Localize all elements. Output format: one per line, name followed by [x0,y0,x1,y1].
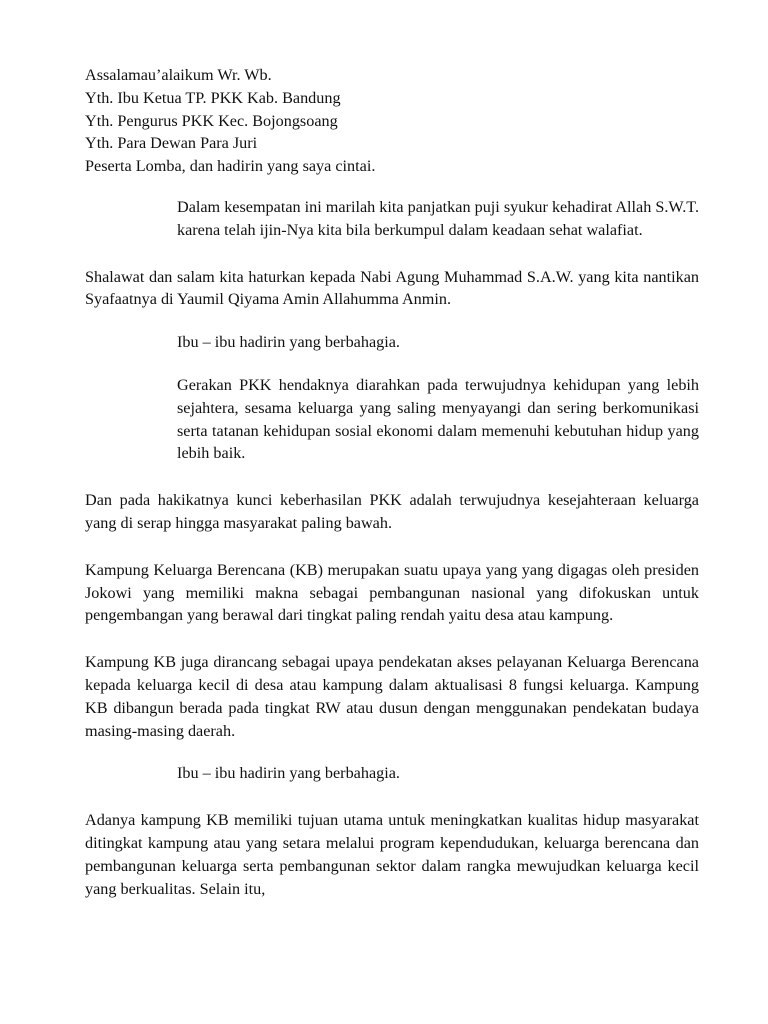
paragraph-kampung-kb-purpose: Adanya kampung KB memiliki tujuan utama untuk meningkatkan kualitas hidup masyarakat ditingkat kampung atau yang setara melalui program kependudukan, keluarga berencana dan pembangunan keluarga serta pembangunan sektor dalam rangka mewujudkan keluarga kecil yang berkualitas. Selain itu, [85,811,699,898]
address-line-juri: Yth. Para Dewan Para Juri [85,134,258,153]
paragraph-kampung-kb-intro: Kampung Keluarga Berencana (KB) merupakan suatu upaya yang yang digagas oleh presiden Jokowi yang memiliki makna sebagai pembangunan nasional yang difokuskan untuk pengembangan yang berawal dari tingkat paling rendah yaitu desa atau kampung. [85,560,699,625]
paragraph-address-audience: Ibu – ibu hadirin yang berbahagia. [177,333,400,352]
paragraph-shalawat: Shalawat dan salam kita haturkan kepada Nabi Agung Muhammad S.A.W. yang kita nantikan Syafaatnya di Yaumil Qiyama Amin Allahumma Anmin. [85,267,699,309]
address-line-ketua: Yth. Ibu Ketua TP. PKK Kab. Bandung [85,88,341,107]
greeting-line: Assalamau’alaikum Wr. Wb. [85,66,272,84]
paragraph-address-audience-2: Ibu – ibu hadirin yang berbahagia. [177,764,400,783]
paragraph-opening-gratitude: Dalam kesempatan ini marilah kita panjatkan puji syukur kehadirat Allah S.W.T. karena telah ijin-Nya kita bila berkumpul dalam keadaan sehat walafiat. [177,197,699,239]
paragraph-gerakan-pkk: Gerakan PKK hendaknya diarahkan pada terwujudnya kehidupan yang lebih sejahtera, sesama keluarga yang saling menyayangi dan sering berkomunikasi serta tatanan kehidupan sosial ekonomi dalam memenuhi kebutuhan hidup yang lebih baik. [177,375,699,463]
paragraph-kampung-kb-design: Kampung KB juga dirancang sebagai upaya pendekatan akses pelayanan Keluarga Berencana kepada keluarga kecil di desa atau kampung dalam aktualisasi 8 fungsi keluarga. Kampung KB dibangun berada pada tingkat RW atau dusun dengan menggunakan pendekatan budaya masing-masing daerah. [85,653,699,740]
document-page [85,64,699,900]
address-line-pengurus: Yth. Pengurus PKK Kec. Bojongsoang [85,111,338,130]
salutation-block [85,64,699,178]
paragraph-hakikat-pkk: Dan pada hakikatnya kunci keberhasilan PKK adalah terwujudnya kesejahteraan keluarga yang di serap hingga masyarakat paling bawah. [85,491,699,532]
address-line-peserta: Peserta Lomba, dan hadirin yang saya cintai. [85,157,376,176]
